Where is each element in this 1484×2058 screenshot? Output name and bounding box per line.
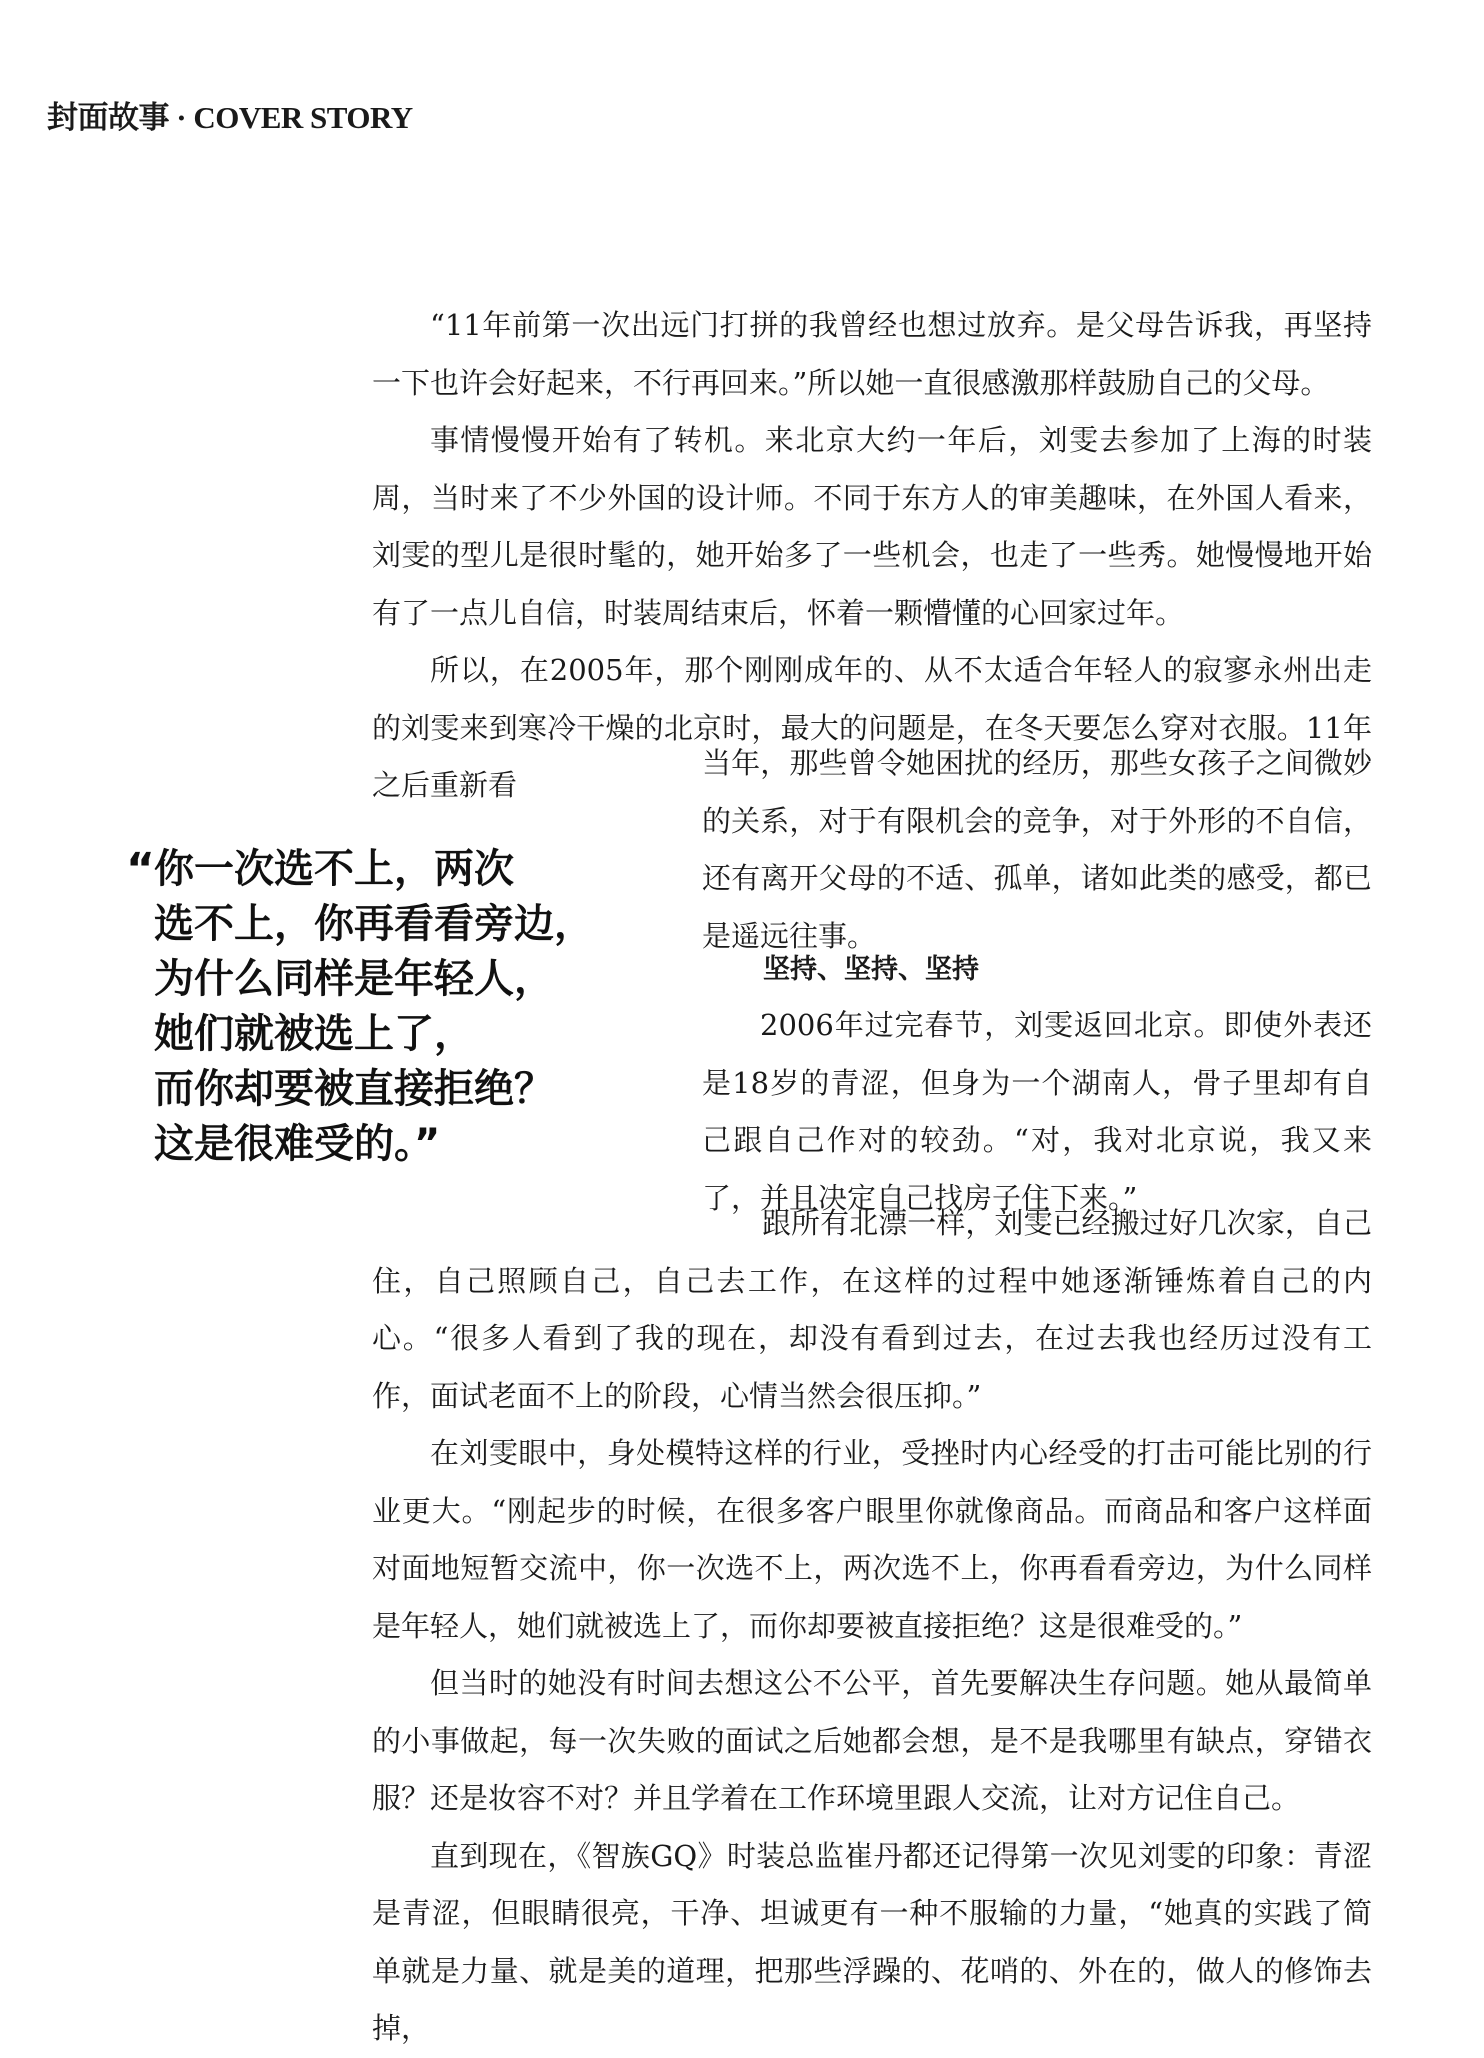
article-paragraph-4: 2006年过完春节，刘雯返回北京。即使外表还是18岁的青涩，但身为一个湖南人，骨子里却有自己跟自己作对的较劲。“对，我对北京说，我又来了，并且决定自己找房子住下来。” xyxy=(702,1008,1372,1215)
article-paragraph-3b: 当年，那些曾令她困扰的经历，那些女孩子之间微妙的关系，对于有限机会的竞争，对于外形的不自信，还有离开父母的不适、孤单，诸如此类的感受，都已是遥远往事。 xyxy=(702,746,1372,953)
article-paragraph-2: 事情慢慢开始有了转机。来北京大约一年后，刘雯去参加了上海的时装周，当时来了不少外国的设计师。不同于东方人的审美趣味，在外国人看来，刘雯的型儿是很时髦的，她开始多了一些机会，也走了一些秀。她慢慢地开始有了一点儿自信，时装周结束后，怀着一颗懵懂的心回家过年。 xyxy=(372,423,1372,630)
article-paragraph-5: 跟所有北漂一样，刘雯已经搬过好几次家，自己住，自己照顾自己，自己去工作，在这样的过程中她逐渐锤炼着自己的内心。“很多人看到了我的现在，却没有看到过去，在过去我也经历过没有工作，面试老面不上的阶段，心情当然会很压抑。” xyxy=(372,1206,1372,1413)
article-paragraph-3a: 所以，在2005年，那个刚刚成年的、从不太适合年轻人的寂寥永州出走的刘雯来到寒冷干燥的北京时，最大的问题是，在冬天要怎么穿对衣服。11年之后重新看 xyxy=(372,653,1372,802)
article-bottom-block xyxy=(372,1195,1372,2058)
section-label: 封面故事 · COVER STORY xyxy=(47,100,413,135)
article-paragraph-7: 但当时的她没有时间去想这公不公平，首先要解决生存问题。她从最简单的小事做起，每一次失败的面试之后她都会想，是不是我哪里有缺点，穿错衣服？还是妆容不对？并且学着在工作环境里跟人交流，让对方记住自己。 xyxy=(372,1666,1372,1815)
article-paragraph-1: “11年前第一次出远门打拼的我曾经也想过放弃。是父母告诉我，再坚持一下也许会好起来，不行再回来。”所以她一直很感激那样鼓励自己的父母。 xyxy=(372,308,1372,400)
article-paragraph-6: 在刘雯眼中，身处模特这样的行业，受挫时内心经受的打击可能比别的行业更大。“刚起步的时候，在很多客户眼里你就像商品。而商品和客户这样面对面地短暂交流中，你一次选不上，两次选不上，你再看看旁边，为什么同样是年轻人，她们就被选上了，而你却要被直接拒绝？这是很难受的。” xyxy=(372,1436,1372,1643)
pull-quote-text: 你一次选不上，两次 选不上，你再看看旁边， 为什么同样是年轻人， 她们就被选上了， 而你却要被直接拒绝？ 这是很难受的。” xyxy=(154,846,594,1167)
article-mid-block xyxy=(702,997,1372,1227)
article-paragraph-8: 直到现在，《智族GQ》时装总监崔丹都还记得第一次见刘雯的印象：青涩是青涩，但眼睛很亮，干净、坦诚更有一种不服输的力量，“她真的实践了简单就是力量、就是美的道理，把那些浮躁的、花哨的、外在的，做人的修饰去掉， xyxy=(372,1838,1372,2045)
pull-quote xyxy=(126,842,650,1172)
section-subheading: 坚持、坚持、坚持 xyxy=(763,954,979,985)
pull-quote-open-mark: “ xyxy=(126,844,155,895)
